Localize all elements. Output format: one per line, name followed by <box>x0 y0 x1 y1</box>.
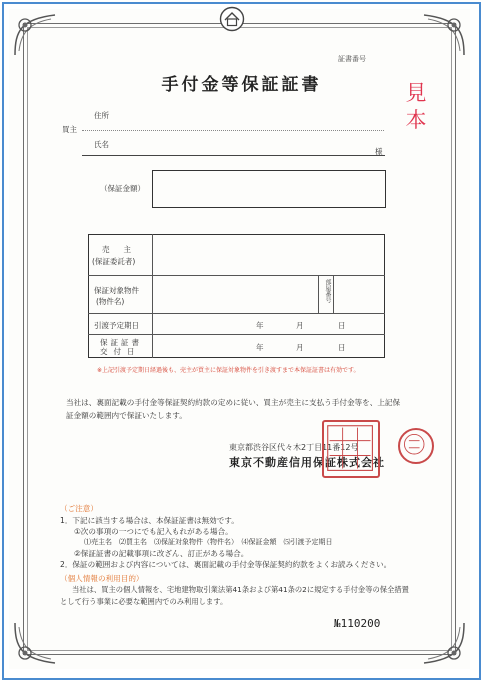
table-divider <box>88 334 385 335</box>
issue-day: 日 <box>338 343 346 352</box>
corner-ornament-bottom-right <box>422 621 468 667</box>
table-divider <box>88 313 385 314</box>
handover-day: 日 <box>338 321 346 330</box>
guarantee-amount-box <box>152 170 386 208</box>
note-item-1: 1．下記に該当する場合は、本保証証書は無効です。 <box>60 516 239 525</box>
company-seal <box>322 420 380 478</box>
validity-note: ※上記引渡予定期日経過後も、売主が買主に保証対象物件を引き渡すまで本保証証書は有効です。 <box>97 367 360 374</box>
issuer-address: 東京都渋谷区代々木2丁目11番12号 <box>229 443 359 452</box>
corner-ornament-top-left <box>11 11 57 57</box>
table-divider <box>333 275 334 313</box>
serial-number: №110200 <box>334 617 381 630</box>
issue-date-label-1: 保証証書 <box>100 338 142 347</box>
buyer-label: 買主 <box>62 125 77 134</box>
property-label: 保証対象物件 <box>94 286 139 295</box>
round-seal <box>398 428 434 464</box>
buyer-name-line <box>82 155 385 156</box>
note-item-2: 2．保証の範囲および内容については、裏面記載の手付金等保証契約約款をよくお読みください。 <box>60 560 392 569</box>
note-item-1c: ②保証証書の記載事項に改ざん、訂正がある場合。 <box>74 549 249 558</box>
corner-ornament-top-right <box>422 11 468 57</box>
table-divider <box>318 275 319 313</box>
sample-stamp: 見本 <box>405 81 427 132</box>
issue-month: 月 <box>296 343 304 352</box>
note-item-1a: ①次の事項の一つにでも記入もれがある場合。 <box>74 527 233 536</box>
handover-month: 月 <box>296 321 304 330</box>
corner-ornament-bottom-left <box>11 621 57 667</box>
buyer-address-line <box>82 130 384 131</box>
seller-sub-label: (保証委託者) <box>92 257 136 266</box>
guarantee-amount-label: （保証金額） <box>100 184 145 193</box>
room-number-label: 部屋番号 <box>324 279 331 303</box>
seller-label: 売主 <box>102 245 145 254</box>
notes-heading: （ご注意） <box>60 504 98 513</box>
table-divider <box>152 234 153 358</box>
buyer-name-label: 氏名 <box>94 140 109 149</box>
note-item-1b: ⑴売主名 ⑵買主名 ⑶保証対象物件（物件名） ⑷保証金額 ⑸引渡予定期日 <box>84 538 333 546</box>
company-logo-icon <box>219 6 245 32</box>
certificate-number-label: 証書番号 <box>338 55 366 63</box>
table-divider <box>88 275 385 276</box>
issue-date-label-2: 交付日 <box>100 347 141 356</box>
buyer-address-label: 住所 <box>94 111 109 120</box>
page-title: 手付金等保証証書 <box>161 75 322 95</box>
privacy-text: 当社は、買主の個人情報を、宅地建物取引業法第41条および第41条の2に規定する手付金等の保全措置として行う事業に必要な範囲内でのみ利用します。 <box>60 585 409 606</box>
buyer-honorific: 様 <box>375 147 383 156</box>
issue-year: 年 <box>256 343 264 352</box>
issuer-name: 東京不動産信用保証株式会社 <box>229 456 385 469</box>
privacy-heading: （個人情報の利用目的） <box>60 574 144 583</box>
property-sub-label: (物件名) <box>96 297 125 306</box>
guarantee-statement: 当社は、裏面記載の手付金等保証契約約款の定めに従い、買主が売主に支払う手付金等を、上記保証金額の範囲内で保証いたします。 <box>66 398 401 420</box>
handover-date-label: 引渡予定期日 <box>94 321 139 330</box>
handover-year: 年 <box>256 321 264 330</box>
